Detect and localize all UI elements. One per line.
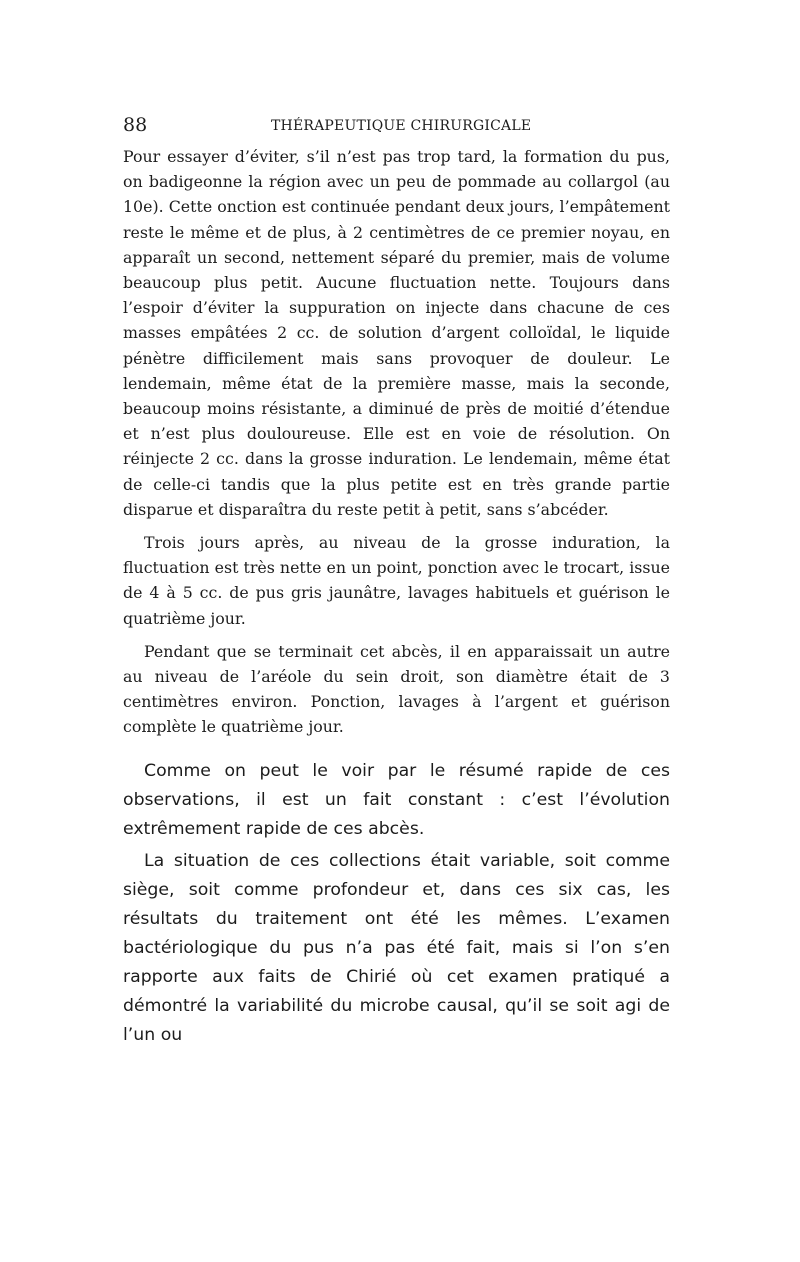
paragraph: Pour essayer d’éviter, s’il n’est pas trop tard, la formation du pus, on badigeonne la région avec un peu de pommade au collargol (au 10e). Cette onction est continuée pendant deux jours, l’empâtement reste le même et de plus, à 2 centimètres de ce premier noyau, en apparaît un second, nettement séparé du premier, mais de volume beaucoup plus petit. Aucune fluctuation nette. Toujours dans l’espoir d’éviter la suppuration on injecte dans chacune de ces masses empâtées 2 cc. de solution d’argent colloïdal, le liquide pénètre difficilement mais sans provoquer de douleur. Le lendemain, même état de la première masse, mais la seconde, beaucoup moins résistante, a diminué de près de moitié d’étendue et n’est plus douloureuse. Elle est en voie de résolution. On réinjecte 2 cc. dans la grosse induration. Le lendemain, même état de celle-ci tandis que la plus petite est en très grande partie disparue et disparaîtra du reste petit à petit, sans s’abcéder. xyxy=(123,147,670,519)
discussion-text xyxy=(123,757,670,1050)
running-title: THÉRAPEUTIQUE CHIRURGICALE xyxy=(271,118,532,134)
case-report-text xyxy=(123,144,670,740)
paragraph: Comme on peut le voir par le résumé rapide de ces observations, il est un fait constant : c’est l’évolution extrêmement rapide de ces abcès. xyxy=(123,760,670,839)
book-page xyxy=(123,110,670,1053)
page-number: 88 xyxy=(123,114,148,136)
paragraph: Pendant que se terminait cet abcès, il en apparaissait un autre au niveau de l’aréole du sein droit, son diamètre était de 3 centimètres environ. Ponction, lavages à l’argent et guérison complète le quatrième jour. xyxy=(123,641,670,737)
running-head xyxy=(123,110,670,144)
paragraph: Trois jours après, au niveau de la grosse induration, la fluctuation est très nette en un point, ponction avec le trocart, issue de 4 à 5 cc. de pus gris jaunâtre, lavages habituels et guérison le quatrième jour. xyxy=(123,533,670,628)
paragraph: La situation de ces collections était variable, soit comme siège, soit comme profondeur et, dans ces six cas, les résultats du traitement ont été les mêmes. L’examen bactériologique du pus n’a pas été fait, mais si l’on s’en rapporte aux faits de Chirié où cet examen pratiqué a démontré la variabilité du microbe causal, qu’il se soit agi de l’un ou xyxy=(123,850,670,1045)
